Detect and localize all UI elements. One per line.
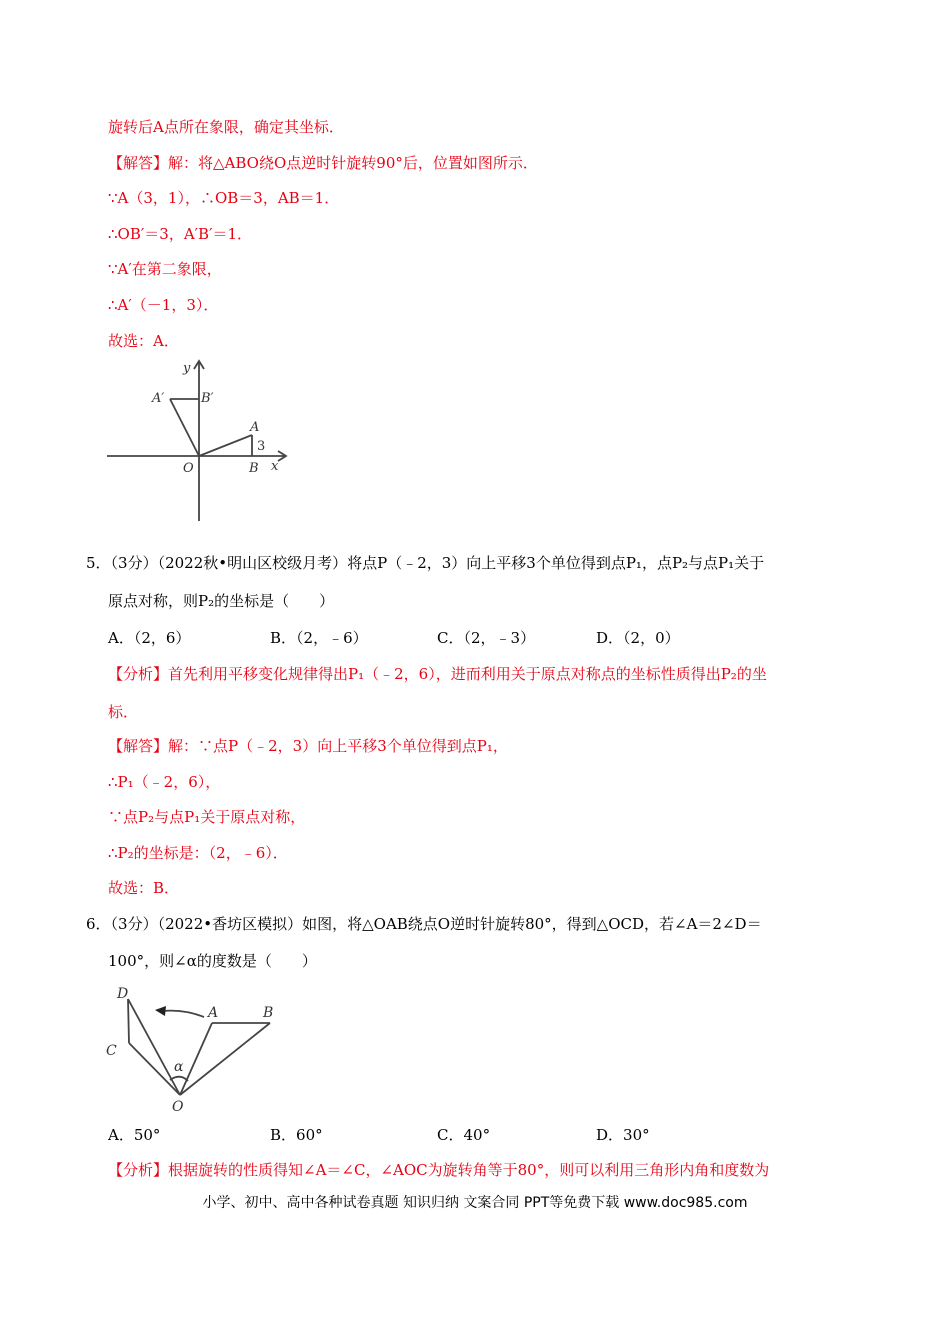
analysis-line: 标． — [108, 703, 139, 721]
answer-line: ∵A（3，1），∴OB＝3，AB＝1． — [108, 189, 340, 207]
segment-OA — [180, 1023, 212, 1095]
question-6-line2: 100°，则∠α的度数是（ ） — [108, 952, 317, 970]
answer-tag: 【解答】 — [108, 737, 169, 755]
option-a[interactable]: A．（2，6） — [108, 629, 191, 647]
label-O: O — [172, 1099, 184, 1115]
question-5-line1: 5．（3分）（2022秋•明山区校级月考）将点P（﹣2，3）向上平移3个单位得到点P₁，点P₂与点P₁关于 — [86, 554, 765, 572]
option-d[interactable]: D．（2，0） — [596, 629, 680, 647]
answer-line: ∴OB′＝3，A′B′＝1． — [108, 225, 253, 243]
label-D: D — [117, 986, 129, 1002]
label-alpha: α — [174, 1059, 184, 1075]
page-footer: 小学、初中、高中各种试卷真题 知识归纳 文案合同 PPT等免费下载 www.doc985.com — [202, 1195, 748, 1211]
answer-line: ∵A′在第二象限， — [108, 260, 222, 278]
label-A-prime: A′ — [152, 391, 165, 406]
segment-OA — [199, 435, 252, 456]
label-y: y — [183, 361, 191, 376]
option-d[interactable]: D．30° — [596, 1126, 650, 1144]
answer-line: ∴A′（－1，3）． — [108, 296, 219, 314]
answer-line: 【解答】解：∵点P（﹣2，3）向上平移3个单位得到点P₁， — [108, 737, 508, 755]
question-6-line1: 6．（3分）（2022•香坊区模拟）如图，将△OAB绕点O逆时针旋转80°，得到△OCD，若∠A＝2∠D＝ — [86, 915, 762, 933]
label-B: B — [249, 461, 259, 476]
answer-choice: 故选：A． — [108, 332, 179, 350]
segment-OC — [129, 1043, 180, 1095]
rotation-arrowhead-icon — [155, 1006, 166, 1016]
analysis-tag: 【分析】 — [108, 665, 169, 683]
analysis-continued: 旋转后A点所在象限，确定其坐标． — [108, 118, 344, 136]
answer-choice: 故选：B． — [108, 879, 180, 897]
question-5-line2: 原点对称，则P₂的坐标是（ ） — [108, 592, 335, 610]
option-b[interactable]: B．60° — [270, 1126, 323, 1144]
answer-line: ∵点P₂与点P₁关于原点对称， — [108, 808, 306, 826]
segment-BO — [180, 1023, 270, 1095]
segment-DO — [128, 999, 180, 1095]
analysis-tag: 【分析】 — [108, 1161, 169, 1179]
option-c[interactable]: C．（2，﹣3） — [437, 629, 536, 647]
answer-line: 【解答】解：将△ABO绕O点逆时针旋转90°后，位置如图所示． — [108, 154, 538, 172]
label-A: A — [208, 1005, 219, 1021]
label-B: B — [263, 1005, 274, 1021]
question-number: 6． — [86, 915, 111, 933]
label-C: C — [106, 1043, 117, 1059]
analysis-line: 【分析】首先利用平移变化规律得出P₁（﹣2，6），进而利用关于原点对称点的坐标性质得出P₂的坐 — [108, 665, 767, 683]
option-a[interactable]: A．50° — [108, 1126, 161, 1144]
rotation-arrow-curve — [162, 1011, 204, 1017]
segment-OA-prime — [170, 399, 199, 456]
answer-line: ∴P₂的坐标是：（2，﹣6）． — [108, 844, 288, 862]
label-A: A — [250, 420, 260, 435]
segment-CD — [128, 999, 129, 1043]
rotation-coordinate-figure — [100, 355, 300, 527]
question-number: 5． — [86, 554, 111, 572]
label-x: x — [271, 459, 279, 474]
answer-tag: 【解答】 — [108, 154, 169, 172]
label-three: 3 — [257, 439, 266, 454]
label-B-prime: B′ — [201, 391, 214, 406]
analysis-line: 【分析】根据旋转的性质得知∠A＝∠C，∠AOC为旋转角等于80°，则可以利用三角形内角和度数为 — [108, 1161, 770, 1179]
label-O: O — [183, 461, 194, 476]
answer-line: ∴P₁（﹣2，6）， — [108, 773, 221, 791]
rotated-triangles-figure — [100, 975, 300, 1115]
option-c[interactable]: C．40° — [437, 1126, 491, 1144]
option-b[interactable]: B．（2，﹣6） — [270, 629, 368, 647]
